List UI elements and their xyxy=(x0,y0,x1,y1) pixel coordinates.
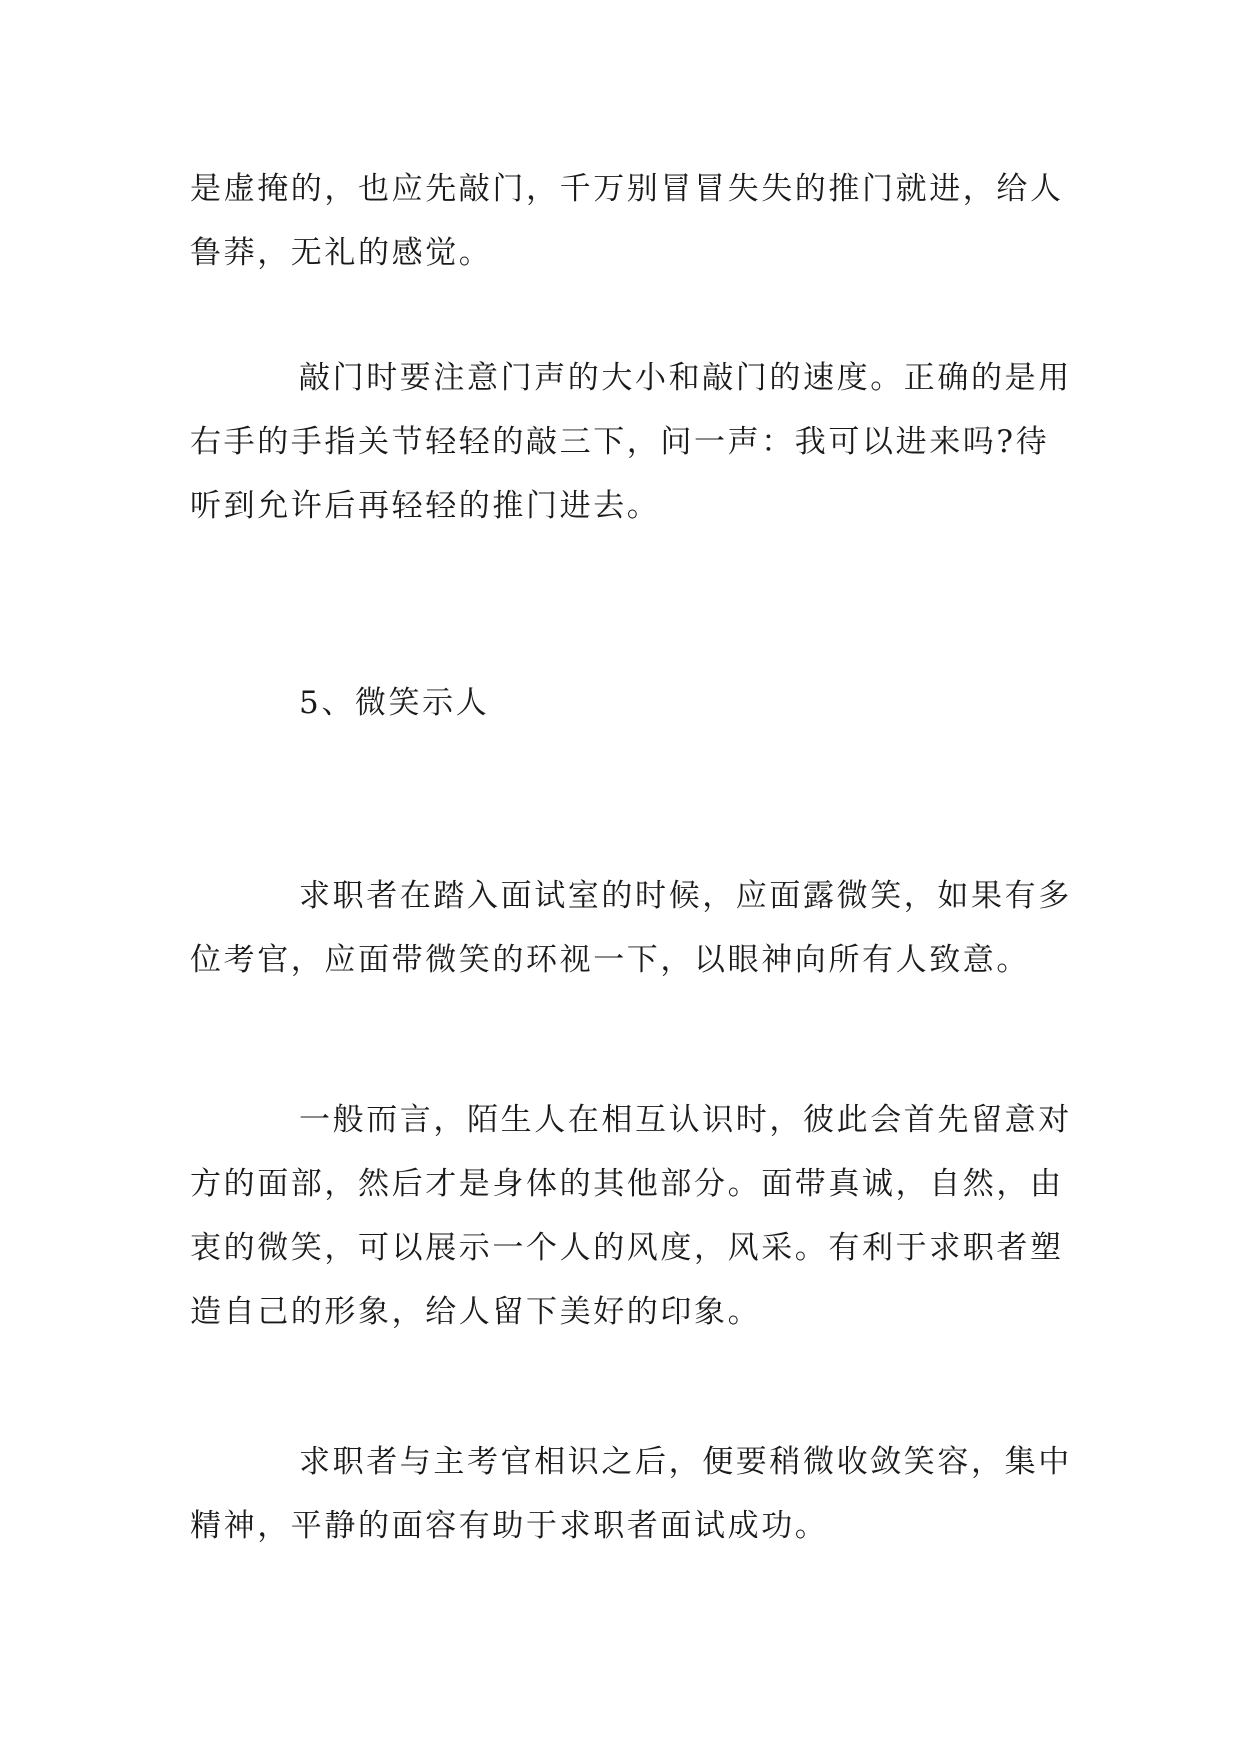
section-heading xyxy=(190,671,1060,735)
paragraph-line: 求职者在踏入面试室的时候，应面露微笑，如果有多 xyxy=(299,878,1072,914)
paragraph-line: 位考官，应面带微笑的环视一下，以眼神向所有人致意。 xyxy=(190,942,1030,978)
paragraph-line: 是虚掩的，也应先敲门，千万别冒冒失失的推门就进，给人 xyxy=(190,171,1064,207)
paragraph-line: 听到允许后再轻轻的推门进去。 xyxy=(190,488,661,524)
paragraph-door-continuation xyxy=(190,157,1064,285)
paragraph-line: 敲门时要注意门声的大小和敲门的速度。正确的是用 xyxy=(299,360,1072,396)
paragraph-knocking xyxy=(190,346,1072,538)
paragraph-first-impression xyxy=(190,1088,1072,1344)
paragraph-line: 衷的微笑，可以展示一个人的风度，风采。有利于求职者塑 xyxy=(190,1230,1064,1266)
paragraph-line: 鲁莽，无礼的感觉。 xyxy=(190,235,493,271)
paragraph-smile-entering xyxy=(190,864,1072,992)
paragraph-line: 求职者与主考官相识之后，便要稍微收敛笑容，集中 xyxy=(299,1444,1072,1480)
paragraph-line: 方的面部，然后才是身体的其他部分。面带真诚，自然，由 xyxy=(190,1166,1064,1202)
paragraph-line: 造自己的形象，给人留下美好的印象。 xyxy=(190,1294,762,1330)
paragraph-composure xyxy=(190,1430,1072,1558)
paragraph-line: 精神，平静的面容有助于求职者面试成功。 xyxy=(190,1508,829,1544)
paragraph-line: 右手的手指关节轻轻的敲三下，问一声：我可以进来吗?待 xyxy=(190,424,1050,460)
heading-line: 5、微笑示人 xyxy=(299,685,490,721)
paragraph-line: 一般而言，陌生人在相互认识时，彼此会首先留意对 xyxy=(299,1102,1072,1138)
